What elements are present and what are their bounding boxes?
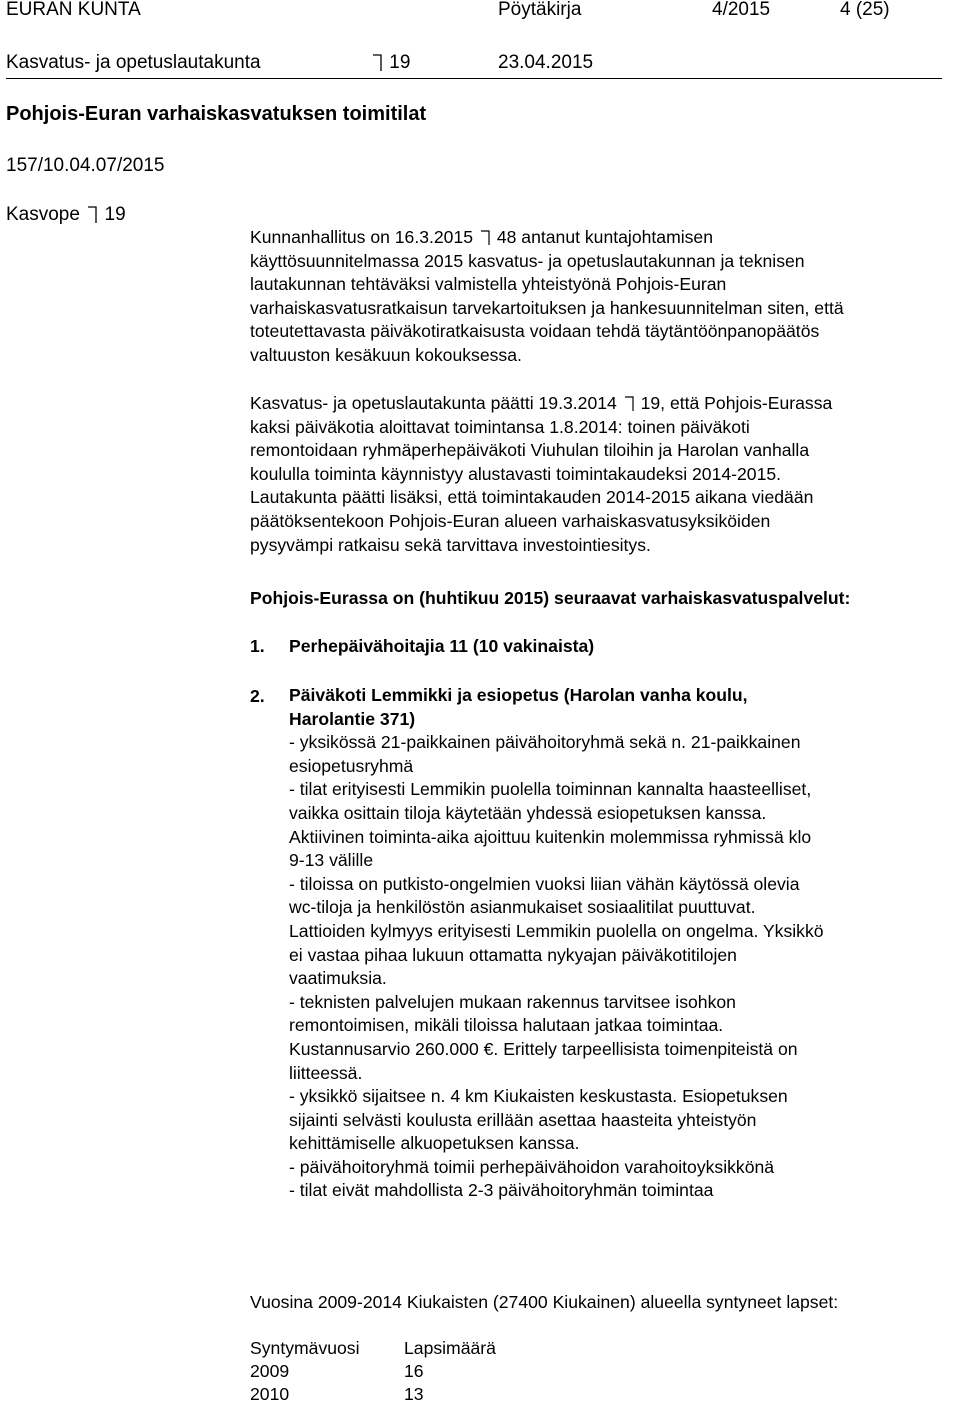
list-item-line: Kustannusarvio 260.000 €. Erittely tarpeellisista toimenpiteistä on [289,1038,798,1059]
list-item-title: Harolantie 371) [289,708,416,729]
list-item-line: Lattioiden kylmyys erityisesti Lemmikin puolella on ongelma. Yksikkö [289,920,824,941]
services-heading: Pohjois-Eurassa on (huhtikuu 2015) seuraavat varhaiskasvatuspalvelut: [250,588,851,608]
table-header-row [250,1336,496,1360]
meeting-date: 23.04.2015 [498,52,594,73]
list-item-line: - tiloissa on putkisto-ongelmien vuoksi liian vähän käytössä olevia [289,873,800,894]
list-item-line: Aktiivinen toiminta-aika ajoittuu kuitenkin molemmissa ryhmissä klo [289,826,812,847]
column-header: Lapsimäärä [404,1338,496,1358]
list-item-line: esiopetusryhmä [289,755,414,776]
page-number: 4 (25) [840,0,890,20]
table-cell: 2009 [250,1361,290,1381]
paragraph-line: koululla toiminta käynnistyy alustavasti toimintakaudeksi 2014-2015. [250,463,782,484]
table-cell: 13 [404,1384,424,1404]
table-cell: 2010 [250,1384,290,1404]
list-item-line: - yksikössä 21-paikkainen päivähoitoryhmä sekä n. 21-paikkainen [289,732,801,753]
paragraph-line: kaksi päiväkotia aloittavat toimintansa 1.8.2014: toinen päiväkoti [250,416,750,437]
paragraph-council-decision [250,226,950,368]
section-sign-icon [85,205,99,225]
list-item-line: vaatimuksia. [289,968,387,989]
paragraph-line: päätöksentekoon Pohjois-Euran alueen varhaiskasvatusyksiköiden [250,510,771,531]
paragraph-line: remontoidaan ryhmäperhepäiväkoti Viuhulan tiloihin ja Harolan vanhalla [250,440,810,461]
list-item-line: sijainti selvästi koulusta erillään asettaa haasteita yhteistyön [289,1109,757,1130]
list-item-line: wc-tiloja ja henkilöstön asianmukaiset sosiaalitilat puuttuvat. [289,897,756,918]
list-item-line: - teknisten palvelujen mukaan rakennus tarvitsee isohkon [289,991,736,1012]
document-type: Pöytäkirja [498,0,582,20]
paragraph-line: toteutettavasta päiväkotiratkaisusta voidaan tehdä täytäntöönpanopäätös [250,321,820,342]
paragraph-line: varhaiskasvatusratkaisun tarvekartoituksen ja hankesuunnitelman siten, että [250,297,844,318]
org-name: EURAN KUNTA [6,0,141,20]
header-divider [6,78,942,79]
section-ref [370,53,410,73]
list-item-title: Perhepäivähoitajia 11 (10 vakinaista) [289,636,595,656]
section-label: Kasvope 19 [6,204,126,226]
table-row [250,1359,424,1383]
list-item-line: 9-13 välille [289,850,374,871]
paragraph-line: pysyvämpi ratkaisu sekä tarvittava investointiesitys. [250,534,651,555]
list-item-line: - tilat erityisesti Lemmikin puolella toiminnan kannalta haasteelliset, [289,779,812,800]
list-item-line: vaikka osittain tiloja käytetään yhdessä esiopetuksen kanssa. [289,802,767,823]
paragraph-line: valtuuston kesäkuun kokouksessa. [250,344,522,365]
paragraph-line: Lautakunta päätti lisäksi, että toimintakauden 2014-2015 aikana viedään [250,487,814,508]
reference-number: 157/10.04.07/2015 [6,155,165,176]
section-number: 19 [389,52,411,74]
list-item-line: - tilat eivät mahdollista 2-3 päivähoitoryhmän toimintaa [289,1180,714,1201]
section-sign-icon [622,395,636,413]
paragraph-text: Kunnanhallitus on 16.3.2015 [250,227,474,247]
page-title: Pohjois-Euran varhaiskasvatuksen toimitilat [6,103,427,125]
paragraph-committee-decision [250,392,950,557]
list-item-line: - yksikkö sijaitsee n. 4 km Kiukaisten keskustasta. Esiopetuksen [289,1086,788,1107]
list-item-number: 2. [250,686,265,706]
list-item-line: liitteessä. [289,1062,363,1083]
table-cell: 16 [404,1361,424,1381]
paragraph-text: 19, että Pohjois-Eurassa [640,393,833,413]
list-item-line: kehittämiselle alkuopetuksen kanssa. [289,1133,580,1154]
list-item-line: - päivähoitoryhmä toimii perhepäivähoidon varahoitoyksikkönä [289,1156,775,1177]
paragraph-line: käyttösuunnitelmassa 2015 kasvatus- ja opetuslautakunnan ja teknisen [250,250,805,271]
list-item-title: Päiväkoti Lemmikki ja esiopetus (Harolan vanha koulu, [289,685,748,705]
section-sign-icon [370,53,384,73]
list-item-line: remontoimisen, mikäli tiloissa halutaan jatkaa toimintaa. [289,1015,724,1036]
committee-name: Kasvatus- ja opetuslautakunta [6,52,261,73]
list-item-number: 1. [250,636,265,656]
column-header: Syntymävuosi [250,1338,360,1358]
list-item-body [289,684,824,1203]
section-sign-icon [478,229,492,247]
paragraph-text: Kasvatus- ja opetuslautakunta päätti 19.3.2014 [250,393,617,413]
table-row [250,1382,424,1406]
list-item-line: ei vastaa pihaa lukuun ottamatta nykyajan päiväkotitilojen [289,944,737,965]
paragraph-line: lautakunnan tehtäväksi valmistella yhteistyönä Pohjois-Euran [250,274,727,295]
births-heading: Vuosina 2009-2014 Kiukaisten (27400 Kiukainen) alueella syntyneet lapset: [250,1292,839,1312]
paragraph-text: 48 antanut kuntajohtamisen [496,227,713,247]
document-number: 4/2015 [712,0,771,20]
